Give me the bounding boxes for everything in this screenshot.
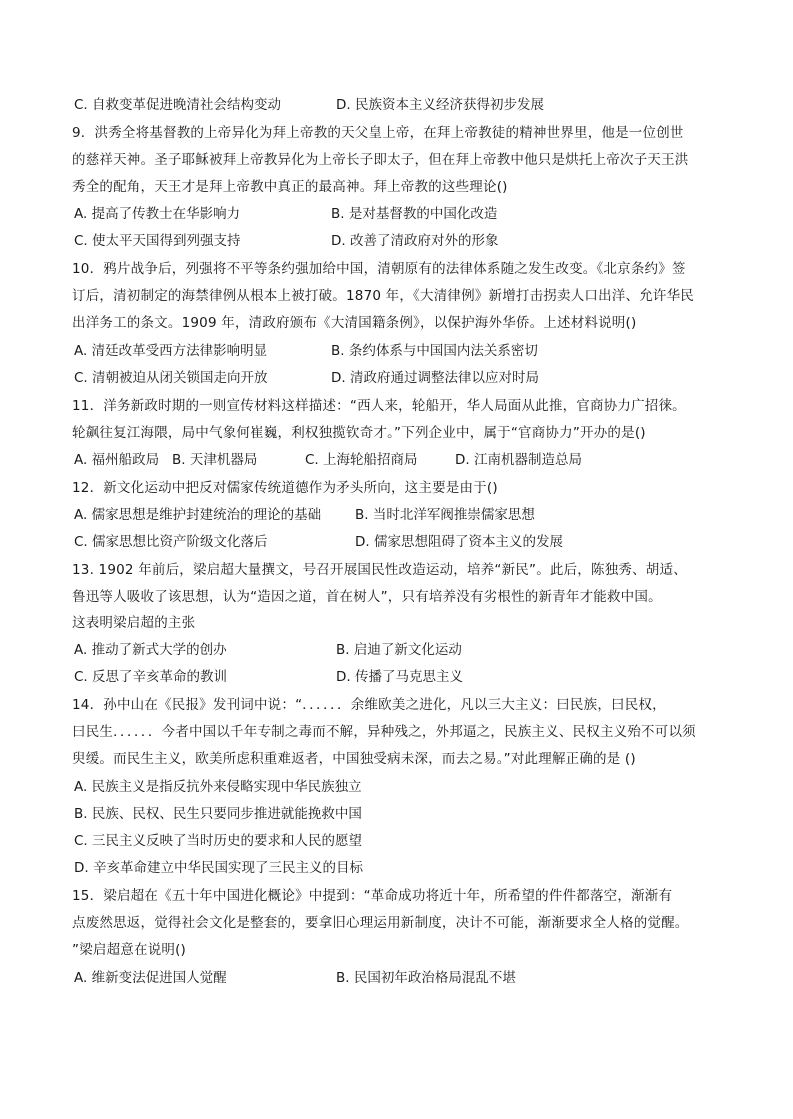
q11-option-a: A. 福州船政局 xyxy=(74,452,160,468)
q9-stem-line-1: 9．洪秀全将基督教的上帝异化为拜上帝教的天父皇上帝，在拜上帝教徒的精神世界里，他是一位创世 xyxy=(72,125,684,141)
q11-option-b: B. 天津机器局 xyxy=(172,452,258,468)
q8-option-d: D. 民族资本主义经济获得初步发展 xyxy=(336,97,544,113)
q14-stem-line-1: 14．孙中山在《民报》发刊词中说：“．．．．．．余维欧美之进化，凡以三大主义：曰民族，曰民权， xyxy=(72,697,666,713)
q8-option-c: C. 自救变革促进晚清社会结构变动 xyxy=(74,97,282,113)
q15-stem-line-1: 15．梁启超在《五十年中国进化概论》中提到：“革命成功将近十年，所希望的件件都落空，渐渐有 xyxy=(72,888,673,904)
q12-stem-line-1: 12．新文化运动中把反对儒家传统道德作为矛头所向，这主要是由于() xyxy=(72,480,498,496)
q9-stem-line-3: 秀全的配角，天王才是拜上帝教中真正的最高神。拜上帝教的这些理论() xyxy=(72,179,508,195)
q14-option-d: D. 辛亥革命建立中华民国实现了三民主义的目标 xyxy=(74,860,363,876)
q10-stem-line-1: 10．鸦片战争后，列强将不平等条约强加给中国，清朝原有的法律体系随之发生改变。《北京条约》签 xyxy=(72,261,686,277)
q15-option-a: A. 维新变法促进国人觉醒 xyxy=(74,970,227,986)
q12-option-d: D. 儒家思想阻碍了资本主义的发展 xyxy=(355,534,563,550)
q12-option-c: C. 儒家思想比资产阶级文化落后 xyxy=(74,534,268,550)
q13-option-c: C. 反思了辛亥革命的教训 xyxy=(74,669,228,685)
q11-option-c: C. 上海轮船招商局 xyxy=(305,452,418,468)
q13-option-a: A. 推动了新式大学的创办 xyxy=(74,642,227,658)
q12-option-a: A. 儒家思想是维护封建统治的理论的基础 xyxy=(74,507,322,523)
q15-stem-line-3: ”梁启超意在说明() xyxy=(72,942,187,958)
q13-stem-line-3: 这表明梁启超的主张 xyxy=(72,615,196,631)
q10-option-b: B. 条约体系与中国国内法关系密切 xyxy=(331,343,538,359)
q14-option-a: A. 民族主义是指反抗外来侵略实现中华民族独立 xyxy=(74,779,362,795)
q14-option-c: C. 三民主义反映了当时历史的要求和人民的愿望 xyxy=(74,833,363,849)
q10-option-d: D. 清政府通过调整法律以应对时局 xyxy=(331,370,539,386)
q13-option-d: D. 传播了马克思主义 xyxy=(336,669,463,685)
q15-option-b: B. 民国初年政治格局混乱不堪 xyxy=(336,970,516,986)
q9-stem-line-2: 的慈祥天神。圣子耶稣被拜上帝教异化为上帝长子即太子，但在拜上帝教中他只是烘托上帝次子天王洪 xyxy=(72,152,689,168)
q12-option-b: B. 当时北洋军阀推崇儒家思想 xyxy=(355,507,535,523)
q13-option-b: B. 启迪了新文化运动 xyxy=(336,642,462,658)
q9-option-c: C. 使太平天国得到列强支持 xyxy=(74,233,241,249)
q11-option-d: D. 江南机器制造总局 xyxy=(455,452,582,468)
q14-stem-line-2: 曰民生．．．．．．今者中国以千年专制之毒而不解，异种残之，外邦逼之，民族主义、民权主义殆不可以须 xyxy=(72,724,696,740)
q10-stem-line-2: 订后，清初制定的海禁律例从根本上被打破。1870 年，《大清律例》新增打击拐卖人口出洋、允许华民 xyxy=(72,288,694,304)
q10-option-c: C. 清朝被迫从闭关锁国走向开放 xyxy=(74,370,268,386)
q11-stem-line-2: 轮飙往复江海隈，局中气象何崔巍，利权独揽钦奇才。”下列企业中，属于“官商协力”开办的是() xyxy=(72,425,646,441)
q10-option-a: A. 清廷改革受西方法律影响明显 xyxy=(74,343,268,359)
q9-option-d: D. 改善了清政府对外的形象 xyxy=(331,233,499,249)
q10-stem-line-3: 出洋务工的条文。1909 年，清政府颁布《大清国籍条例》，以保护海外华侨。上述材料说明() xyxy=(72,315,637,331)
q11-stem-line-1: 11．洋务新政时期的一则宣传材料这样描述：“西人来，轮船开，华人局面从此推，官商协力广招徕。 xyxy=(72,398,686,414)
q15-stem-line-2: 点废然思返，觉得社会文化是整套的，要拿旧心理运用新制度，决计不可能，渐渐要求全人格的觉醒。 xyxy=(72,915,689,931)
q14-option-b: B. 民族、民权、民生只要同步推进就能挽救中国 xyxy=(74,806,362,822)
q9-option-b: B. 是对基督教的中国化改造 xyxy=(331,206,498,222)
q13-stem-line-2: 鲁迅等人吸收了该思想，认为“造因之道，首在树人”，只有培养没有劣根性的新青年才能救中国。 xyxy=(72,589,662,605)
q9-option-a: A. 提高了传教士在华影响力 xyxy=(74,206,241,222)
q14-stem-line-3: 臾缓。而民生主义，欧美所虑积重难返者，中国独受病未深，而去之易。”对此理解正确的是 () xyxy=(72,751,636,767)
q13-stem-line-1: 13. 1902 年前后，梁启超大量撰文，号召开展国民性改造运动，培养“新民”。此后，陈独秀、胡适、 xyxy=(72,562,687,578)
